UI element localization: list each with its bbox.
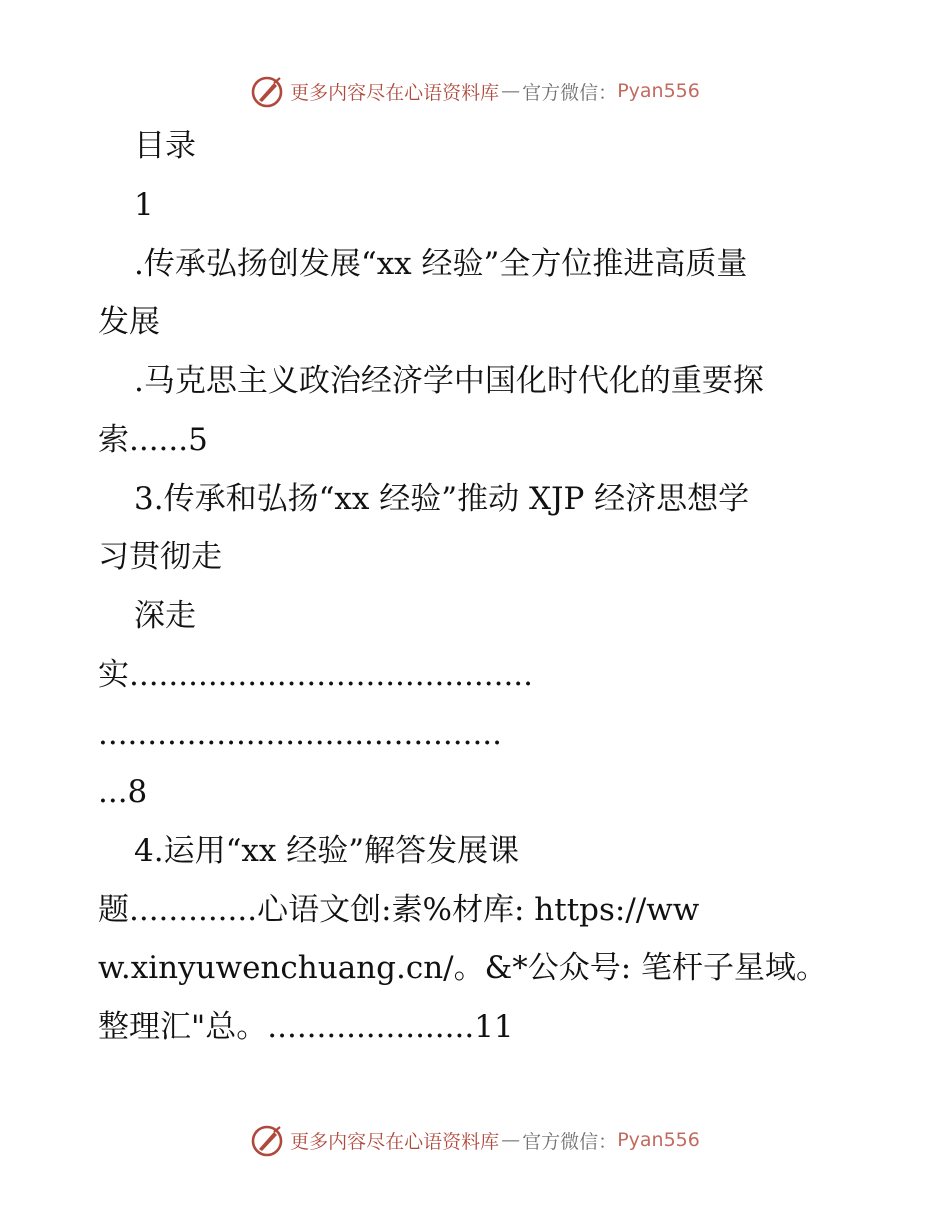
banner-main-text: 更多内容尽在心语资料库: [290, 81, 500, 104]
toc-line: 深走: [134, 598, 196, 634]
toc-line: 4.运用“xx 经验”解答发展课: [134, 833, 520, 869]
toc-line: 整理汇"总。.....................11: [98, 1009, 514, 1045]
banner-account: Pyan556: [617, 1129, 700, 1151]
toc-line: 3.传承和弘扬“xx 经验”推动 XJP 经济思想学: [134, 481, 750, 517]
toc-line: 实.........................................: [98, 657, 534, 693]
toc-line: 索......5: [98, 422, 208, 458]
toc-line: w.xinyuwenchuang.cn/。&*公众号: 笔杆子星域。: [98, 950, 827, 986]
toc-line: .马克思主义政治经济学中国化时代化的重要探: [134, 363, 764, 399]
banner-main-text: 更多内容尽在心语资料库: [290, 1130, 500, 1153]
toc-line: 题.............心语文创:素%材库: https://ww: [98, 892, 700, 928]
toc-heading: 目录: [134, 128, 196, 164]
toc-line: .........................................: [98, 716, 503, 752]
banner-account: Pyan556: [617, 80, 700, 102]
banner-separator: —: [501, 1129, 521, 1151]
toc-line: 习贯彻走: [98, 539, 222, 575]
toc-line: 发展: [98, 304, 160, 340]
banner-separator: —: [501, 80, 521, 102]
banner-wechat-label: 官方微信：: [522, 1130, 618, 1153]
footer-banner: [0, 1120, 950, 1160]
toc-line: ...8: [98, 774, 148, 810]
banner-wechat-label: 官方微信：: [522, 81, 618, 104]
quill-pen-logo-icon: [250, 1123, 284, 1157]
toc-line: 1: [134, 187, 154, 223]
toc-line: .传承弘扬创发展“xx 经验”全方位推进高质量: [134, 246, 748, 282]
